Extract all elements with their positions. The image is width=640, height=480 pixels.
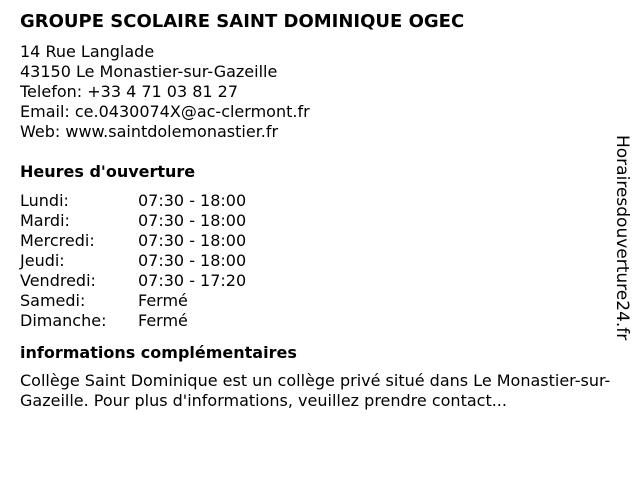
address-block: [20, 42, 620, 142]
hours-row-saturday: [20, 291, 620, 311]
phone-number[interactable]: Telefon: +33 4 71 03 81 27: [20, 82, 239, 101]
day-label: Vendredi:: [20, 271, 96, 290]
day-hours: Fermé: [138, 311, 188, 330]
day-hours: 07:30 - 18:00: [138, 251, 247, 270]
hours-row-monday: [20, 191, 620, 211]
day-hours: 07:30 - 18:00: [138, 191, 247, 210]
business-card: [20, 10, 620, 411]
day-label: Lundi:: [20, 191, 69, 210]
street-address: 14 Rue Langlade: [20, 42, 155, 61]
website-url[interactable]: Web: www.saintdolemonastier.fr: [20, 122, 279, 141]
email-address[interactable]: Email: ce.0430074X@ac-clermont.fr: [20, 102, 310, 121]
day-hours: 07:30 - 18:00: [138, 211, 247, 230]
day-label: Jeudi:: [20, 251, 65, 270]
hours-table: [20, 191, 620, 331]
day-label: Dimanche:: [20, 311, 107, 330]
hours-row-friday: [20, 271, 620, 291]
hours-row-wednesday: [20, 231, 620, 251]
info-description: Collège Saint Dominique est un collège privé situé dans Le Monastier-sur-Gazeille. Pour plus d'informations, veuillez prendre contact...: [20, 371, 611, 410]
business-name: GROUPE SCOLAIRE SAINT DOMINIQUE OGEC: [20, 11, 465, 32]
day-hours: 07:30 - 18:00: [138, 231, 247, 250]
city-address: 43150 Le Monastier-sur-Gazeille: [20, 62, 278, 81]
day-label: Mercredi:: [20, 231, 95, 250]
hours-row-thursday: [20, 251, 620, 271]
day-hours: 07:30 - 17:20: [138, 271, 247, 290]
day-hours: Fermé: [138, 291, 188, 310]
brand-watermark[interactable]: Horairesdouverture24.fr: [612, 135, 632, 341]
day-label: Mardi:: [20, 211, 70, 230]
hours-heading: Heures d'ouverture: [20, 162, 196, 181]
hours-row-sunday: [20, 311, 620, 331]
info-heading: informations complémentaires: [20, 343, 297, 362]
hours-row-tuesday: [20, 211, 620, 231]
day-label: Samedi:: [20, 291, 86, 310]
